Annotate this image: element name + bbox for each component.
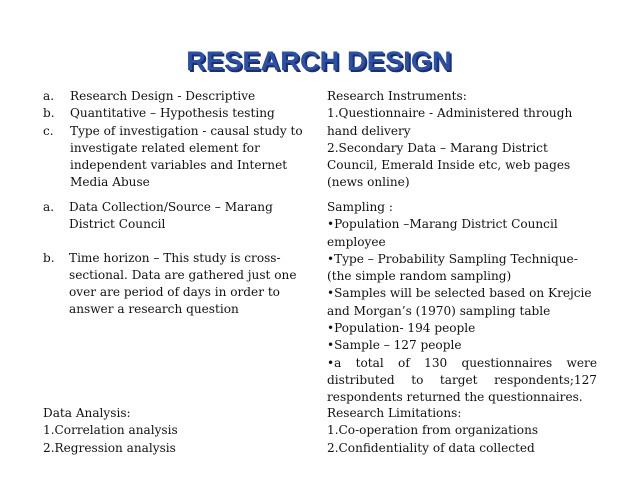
slide-title: RESEARCH DESIGN [186, 46, 452, 76]
list-item-text: Time horizon – This study is cross-sectional. Data are gathered just one over are period of days in order to answer a research question [69, 250, 297, 317]
list-item [43, 105, 311, 122]
limitation-line: 2.Confidentiality of data collected [327, 440, 535, 455]
analysis-line: 1.Correlation analysis [43, 423, 178, 438]
sampling-line: •Type – Probability Sampling Technique- (the simple random sampling) [327, 251, 578, 284]
sampling-line: •Population- 194 people [327, 321, 476, 336]
list-item-text: Quantitative – Hypothesis testing [70, 106, 275, 121]
research-design-list [43, 88, 311, 192]
section-heading: Data Analysis: [43, 406, 131, 420]
list-marker: b. [43, 250, 55, 265]
section-heading: Research Instruments: [327, 89, 467, 103]
analysis-line: 2.Regression analysis [43, 440, 176, 455]
section-heading: Sampling : [327, 200, 393, 214]
data-analysis [43, 405, 305, 457]
research-limitations [327, 405, 597, 457]
sampling-section [327, 199, 597, 407]
sampling-line: •Samples will be selected based on Krejcie and Morgan’s (1970) sampling table [327, 286, 592, 318]
list-marker: c. [43, 123, 54, 138]
list-marker: a. [43, 200, 55, 214]
instrument-line: 2.Secondary Data – Marang District Council, Emerald Inside etc, web pages (news online) [327, 140, 571, 190]
list-marker: b. [43, 106, 55, 121]
sampling-line: •Sample – 127 people [327, 338, 462, 353]
research-instruments [327, 88, 589, 192]
sampling-line: •a total of 130 questionnaires were distributed to target respondents;127 respondents returned the questionnaires. [327, 355, 597, 405]
instrument-line: 1.Questionnaire - Administered through hand delivery [327, 106, 573, 138]
list-item-text: Research Design - Descriptive [70, 89, 256, 103]
list-item-text: Type of investigation - causal study to investigate related element for independent variables and Internet Media Abuse [70, 123, 303, 190]
list-item [43, 199, 305, 234]
list-item [43, 123, 311, 192]
section-heading: Research Limitations: [327, 406, 462, 420]
data-collection-list [43, 199, 305, 319]
list-item-text: Data Collection/Source – Marang District Council [69, 200, 273, 232]
limitation-line: 1.Co-operation from organizations [327, 423, 539, 438]
list-item [43, 250, 305, 319]
list-item [43, 88, 311, 105]
list-marker: a. [43, 89, 55, 103]
sampling-line: •Population –Marang District Council employee [327, 217, 558, 249]
spacer [43, 234, 305, 250]
